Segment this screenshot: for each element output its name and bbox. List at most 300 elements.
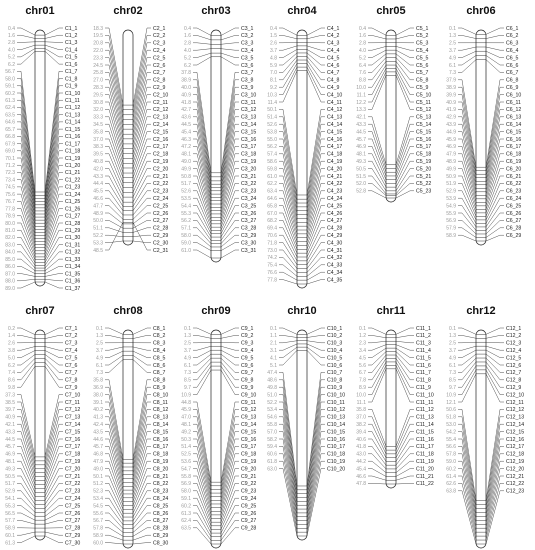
position-connector (279, 56, 297, 72)
position-connector (279, 139, 297, 211)
marker-label: C9_24 (241, 496, 257, 502)
position-label: 44.5 (356, 129, 366, 136)
position-label: 18.3 (93, 25, 103, 32)
marker-connector (221, 354, 239, 365)
marker-connector (133, 535, 151, 540)
position-label: 37.9 (446, 77, 456, 84)
chromosome-title: chr08 (113, 305, 143, 317)
position-connector (458, 51, 476, 57)
position-label: 44.8 (181, 399, 191, 406)
position-label: 2.5 (449, 40, 456, 47)
position-label: 11.4 (267, 99, 277, 106)
position-label: 35.8 (93, 377, 103, 384)
position-connector (17, 279, 35, 281)
position-connector (105, 355, 123, 365)
chromosome-chr01 (5, 5, 80, 292)
position-connector (368, 117, 386, 165)
position-label: 35.8 (356, 407, 366, 414)
position-label: 30.8 (93, 99, 103, 106)
position-connector (105, 43, 123, 115)
position-label: 52.2 (267, 399, 277, 406)
marker-connector (486, 342, 504, 343)
position-label: 50.5 (356, 166, 366, 173)
position-connector (193, 528, 211, 544)
position-label: 43.3 (5, 429, 15, 436)
marker-label: C4_5 (327, 55, 340, 62)
marker-label: C5_21 (416, 173, 432, 180)
position-label: 0.2 (8, 325, 15, 332)
marker-label: C8_6 (153, 362, 166, 369)
position-label: 42.0 (93, 166, 103, 173)
position-connector (17, 506, 35, 517)
marker-label: C12_1 (506, 325, 522, 332)
marker-label: C1_37 (65, 285, 81, 292)
marker-connector (221, 28, 239, 35)
marker-connector (221, 366, 239, 387)
marker-label: C8_29 (153, 533, 169, 539)
position-label: 48.9 (93, 210, 103, 217)
marker-label: C4_24 (327, 196, 343, 202)
chromosome-chr03 (181, 5, 256, 262)
position-connector (368, 348, 386, 357)
position-connector (368, 345, 386, 351)
position-label: 48.5 (93, 247, 103, 254)
position-connector (279, 146, 297, 214)
position-label: 22.0 (93, 48, 103, 54)
position-label: 7.3 (96, 370, 103, 377)
position-label: 37.0 (356, 414, 366, 421)
position-label: 64.6 (5, 119, 15, 126)
marker-connector (486, 366, 504, 387)
marker-label: C4_16 (327, 136, 343, 143)
position-label: 51.5 (356, 173, 366, 180)
marker-label: C11_18 (416, 451, 434, 458)
position-label: 59.1 (181, 496, 191, 502)
position-label: 53.9 (446, 196, 456, 202)
marker-label: C5_14 (416, 122, 432, 128)
marker-label: C2_12 (153, 107, 169, 114)
marker-connector (396, 476, 414, 480)
marker-label: C1_11 (65, 98, 80, 105)
position-connector (279, 35, 297, 38)
marker-label: C1_36 (65, 278, 81, 285)
marker-label: C6_13 (506, 114, 522, 121)
marker-label: C10_12 (327, 407, 346, 414)
marker-label: C7_12 (65, 407, 81, 414)
position-label: 67.9 (5, 141, 15, 148)
position-connector (279, 235, 297, 261)
position-connector (458, 335, 476, 338)
position-label: 32.0 (93, 107, 103, 114)
position-connector (105, 328, 123, 334)
position-connector (105, 506, 123, 525)
position-label: 44.9 (446, 129, 456, 136)
position-label: 63.4 (267, 188, 277, 195)
marker-label: C9_13 (241, 414, 257, 421)
marker-label: C1_34 (65, 264, 81, 271)
marker-label: C10_14 (327, 422, 346, 428)
position-label: 10.9 (446, 392, 456, 399)
marker-label: C8_20 (153, 466, 169, 473)
position-label: 39.1 (93, 399, 103, 406)
marker-connector (221, 220, 239, 240)
position-connector (193, 335, 211, 338)
marker-connector (486, 362, 504, 380)
marker-label: C8_1 (153, 325, 166, 332)
marker-label: C12_19 (506, 459, 525, 465)
marker-connector (307, 35, 325, 38)
position-connector (368, 461, 386, 473)
marker-label: C1_25 (65, 199, 81, 206)
marker-label: C3_15 (241, 129, 257, 136)
marker-label: C5_22 (416, 181, 432, 188)
marker-label: C5_12 (416, 107, 432, 114)
position-connector (458, 206, 476, 227)
position-connector (279, 220, 297, 253)
marker-label: C2_13 (153, 114, 169, 121)
marker-label: C10_8 (327, 377, 343, 384)
chromosome-title: chr01 (25, 5, 55, 17)
position-label: 5.0 (8, 355, 15, 362)
marker-label: C9_21 (241, 473, 257, 480)
marker-label: C3_9 (241, 85, 254, 91)
marker-label: C1_3 (65, 40, 78, 47)
position-connector (368, 75, 386, 109)
marker-label: C12_23 (506, 488, 525, 495)
position-label: 53.6 (181, 459, 191, 465)
position-connector (17, 28, 35, 35)
marker-label: C10_5 (327, 355, 343, 362)
marker-connector (133, 228, 151, 233)
marker-connector (133, 409, 151, 474)
marker-label: C6_1 (506, 25, 519, 32)
position-label: 56.2 (267, 144, 277, 151)
position-label: 60.2 (181, 503, 191, 510)
position-connector (368, 335, 386, 337)
position-connector (458, 366, 476, 387)
marker-label: C2_14 (153, 122, 169, 128)
marker-connector (486, 47, 504, 50)
marker-label: C6_7 (506, 70, 519, 77)
marker-label: C9_17 (241, 444, 257, 451)
marker-connector (307, 49, 325, 57)
position-connector (193, 342, 211, 343)
position-label: 0.4 (270, 25, 277, 32)
marker-label: C1_6 (65, 61, 78, 68)
marker-label: C1_16 (65, 134, 81, 141)
position-connector (368, 439, 386, 461)
position-connector (105, 402, 123, 471)
position-label: 2.6 (8, 340, 15, 347)
marker-connector (221, 432, 239, 497)
marker-label: C1_30 (65, 235, 81, 242)
chromosome-title: chr10 (287, 305, 317, 317)
chromosome-chr05 (356, 5, 431, 202)
marker-connector (133, 43, 151, 115)
position-label: 60.2 (5, 90, 15, 97)
position-label: 59.0 (181, 240, 191, 247)
position-label: 51.7 (181, 181, 191, 188)
position-label: 11.1 (356, 92, 366, 99)
position-connector (193, 228, 211, 244)
position-label: 4.0 (184, 48, 191, 54)
marker-connector (486, 354, 504, 365)
position-label: 43.9 (446, 122, 456, 128)
position-label: 62.6 (446, 481, 456, 488)
position-label: 48.9 (446, 159, 456, 165)
position-label: 63.8 (446, 488, 456, 495)
position-label: 41.8 (356, 444, 366, 451)
chromosome-chr11 (356, 305, 434, 488)
marker-label: C5_16 (416, 136, 432, 143)
position-label: 56.6 (446, 444, 456, 451)
marker-label: C6_9 (506, 85, 519, 91)
marker-label: C12_21 (506, 473, 525, 480)
marker-connector (486, 124, 504, 188)
position-label: 40.6 (356, 436, 366, 443)
marker-label: C11_16 (416, 436, 434, 443)
position-label: 40.0 (181, 85, 191, 91)
position-connector (193, 220, 211, 240)
marker-label: C8_27 (153, 518, 169, 525)
marker-label: C4_31 (327, 247, 343, 254)
position-label: 51.4 (181, 444, 191, 451)
position-label: 6.7 (359, 370, 366, 377)
marker-label: C1_15 (65, 126, 81, 133)
position-connector (105, 351, 123, 357)
marker-label: C11_1 (416, 325, 431, 332)
position-label: 55.8 (181, 473, 191, 480)
chromosome-bar (476, 330, 486, 548)
position-label: 7.3 (449, 370, 456, 377)
marker-label: C12_11 (506, 399, 524, 406)
marker-label: C11_21 (416, 473, 434, 480)
marker-connector (307, 280, 325, 284)
marker-label: C5_9 (416, 85, 429, 91)
marker-connector (45, 506, 63, 517)
position-label: 42.7 (181, 107, 191, 114)
position-label: 7.8 (359, 377, 366, 384)
marker-label: C12_20 (506, 466, 525, 473)
marker-connector (396, 28, 414, 35)
marker-label: C4_6 (327, 62, 340, 69)
marker-connector (133, 498, 151, 521)
position-label: 39.7 (5, 407, 15, 414)
position-label: 6.4 (359, 62, 366, 69)
marker-label: C4_35 (327, 277, 343, 284)
position-connector (105, 535, 123, 540)
marker-connector (133, 351, 151, 357)
position-label: 59.0 (446, 459, 456, 465)
marker-connector (45, 328, 63, 335)
marker-label: C3_8 (241, 77, 254, 84)
marker-label: C4_27 (327, 218, 343, 225)
position-label: 44.2 (356, 459, 366, 465)
position-label: 4.9 (184, 355, 191, 362)
position-label: 20.8 (93, 40, 103, 47)
chromosome-chr04 (267, 5, 342, 288)
position-connector (368, 358, 386, 379)
chromosome-bar (386, 30, 396, 202)
position-label: 61.0 (181, 247, 191, 254)
marker-label: C6_20 (506, 166, 522, 173)
marker-label: C10_10 (327, 392, 346, 399)
position-label: 75.4 (267, 262, 277, 269)
marker-label: C12_4 (506, 348, 522, 354)
position-connector (193, 362, 211, 380)
marker-connector (45, 51, 63, 64)
marker-label: C2_31 (153, 247, 169, 254)
position-label: 49.0 (181, 159, 191, 165)
position-connector (279, 243, 297, 265)
position-label: 4.9 (96, 355, 103, 362)
position-label: 69.0 (5, 148, 15, 155)
marker-connector (307, 213, 325, 249)
marker-connector (133, 355, 151, 365)
position-label: 56.9 (181, 481, 191, 488)
position-connector (458, 491, 476, 544)
position-label: 56.9 (446, 218, 456, 225)
marker-label: C1_26 (65, 206, 81, 213)
position-label: 62.2 (267, 181, 277, 188)
position-label: 38.2 (356, 422, 366, 428)
position-label: 80.0 (5, 220, 15, 227)
position-label: 73.4 (5, 177, 15, 184)
position-label: 49.0 (93, 466, 103, 473)
position-label: 38.5 (5, 399, 15, 406)
marker-connector (307, 28, 325, 35)
marker-connector (396, 191, 414, 198)
marker-connector (307, 220, 325, 253)
marker-label: C7_11 (65, 399, 80, 406)
position-label: 5.1 (270, 362, 277, 369)
marker-label: C8_21 (153, 473, 169, 480)
marker-label: C11_13 (416, 414, 434, 421)
position-label: 1.3 (449, 333, 456, 340)
marker-label: C7_9 (65, 385, 78, 391)
marker-label: C2_25 (153, 203, 169, 210)
position-label: 56.7 (93, 518, 103, 525)
marker-connector (45, 45, 63, 50)
position-label: 0.1 (96, 325, 103, 332)
position-label: 73.0 (267, 247, 277, 254)
marker-label: C10_2 (327, 333, 343, 340)
marker-label: C6_4 (506, 48, 519, 54)
position-label: 47.9 (93, 459, 103, 465)
marker-label: C9_25 (241, 503, 257, 510)
marker-connector (133, 506, 151, 525)
chromosome-bar (211, 330, 221, 548)
position-connector (105, 228, 123, 233)
position-label: 54.1 (5, 496, 15, 502)
marker-connector (396, 483, 414, 484)
marker-label: C3_22 (241, 181, 257, 188)
marker-label: C12_12 (506, 407, 525, 414)
position-label: 53.8 (267, 129, 277, 136)
position-label: 13.3 (356, 107, 366, 114)
marker-connector (45, 279, 63, 281)
marker-connector (133, 28, 151, 105)
position-label: 12.1 (446, 399, 456, 406)
marker-connector (307, 139, 325, 211)
marker-label: C5_11 (416, 99, 431, 106)
position-connector (193, 49, 211, 51)
marker-label: C5_13 (416, 114, 432, 121)
position-label: 58.9 (446, 233, 456, 239)
marker-label: C12_5 (506, 355, 522, 362)
position-label: 11.1 (356, 399, 366, 406)
position-label: 57.7 (5, 518, 15, 525)
marker-connector (486, 346, 504, 350)
position-label: 45.4 (356, 466, 366, 473)
position-label: 77.8 (5, 206, 15, 213)
position-label: 57.1 (181, 225, 191, 232)
position-label: 44.5 (181, 122, 191, 128)
marker-connector (486, 350, 504, 357)
marker-label: C11_4 (416, 348, 431, 354)
position-label: 56.2 (181, 218, 191, 225)
marker-label: C3_26 (241, 210, 257, 217)
position-label: 54.9 (446, 203, 456, 210)
marker-connector (45, 42, 63, 43)
position-label: 58.2 (267, 436, 277, 443)
position-label: 51.2 (93, 481, 103, 488)
marker-label: C4_29 (327, 233, 343, 239)
position-connector (193, 328, 211, 334)
marker-label: C4_3 (327, 40, 340, 47)
position-label: 4.5 (359, 355, 366, 362)
marker-label: C4_21 (327, 173, 343, 180)
chromosome-title: chr09 (201, 305, 231, 317)
position-label: 36.9 (93, 385, 103, 391)
position-label: 52.9 (5, 488, 15, 495)
marker-label: C10_9 (327, 385, 343, 391)
marker-label: C7_19 (65, 459, 81, 465)
position-label: 38.3 (93, 144, 103, 151)
marker-connector (486, 228, 504, 238)
position-label: 0.1 (184, 325, 191, 332)
position-label: 3.4 (359, 348, 366, 354)
position-label: 48.6 (267, 377, 277, 384)
position-label: 54.2 (446, 429, 456, 436)
marker-label: C6_15 (506, 129, 522, 136)
marker-connector (45, 354, 63, 365)
position-label: 47.4 (267, 370, 277, 377)
marker-label: C11_22 (416, 481, 434, 488)
marker-label: C4_26 (327, 210, 343, 217)
position-label: 47.0 (181, 414, 191, 421)
position-label: 1.2 (359, 333, 366, 340)
marker-label: C3_1 (241, 25, 254, 32)
marker-connector (45, 520, 63, 524)
position-label: 47.2 (181, 144, 191, 151)
position-connector (105, 235, 123, 237)
marker-label: C2_2 (153, 33, 166, 40)
marker-label: C8_11 (153, 399, 168, 406)
marker-connector (45, 35, 63, 38)
chromosome-chr09 (181, 305, 256, 548)
marker-label: C5_4 (416, 48, 429, 54)
marker-label: C3_6 (241, 62, 254, 69)
marker-label: C6_27 (506, 218, 522, 225)
marker-label: C9_1 (241, 325, 254, 332)
position-connector (105, 206, 123, 220)
marker-connector (45, 28, 63, 35)
marker-label: C8_15 (153, 429, 169, 436)
marker-label: C8_4 (153, 348, 166, 354)
marker-label: C1_35 (65, 271, 81, 278)
marker-label: C9_28 (241, 525, 257, 532)
